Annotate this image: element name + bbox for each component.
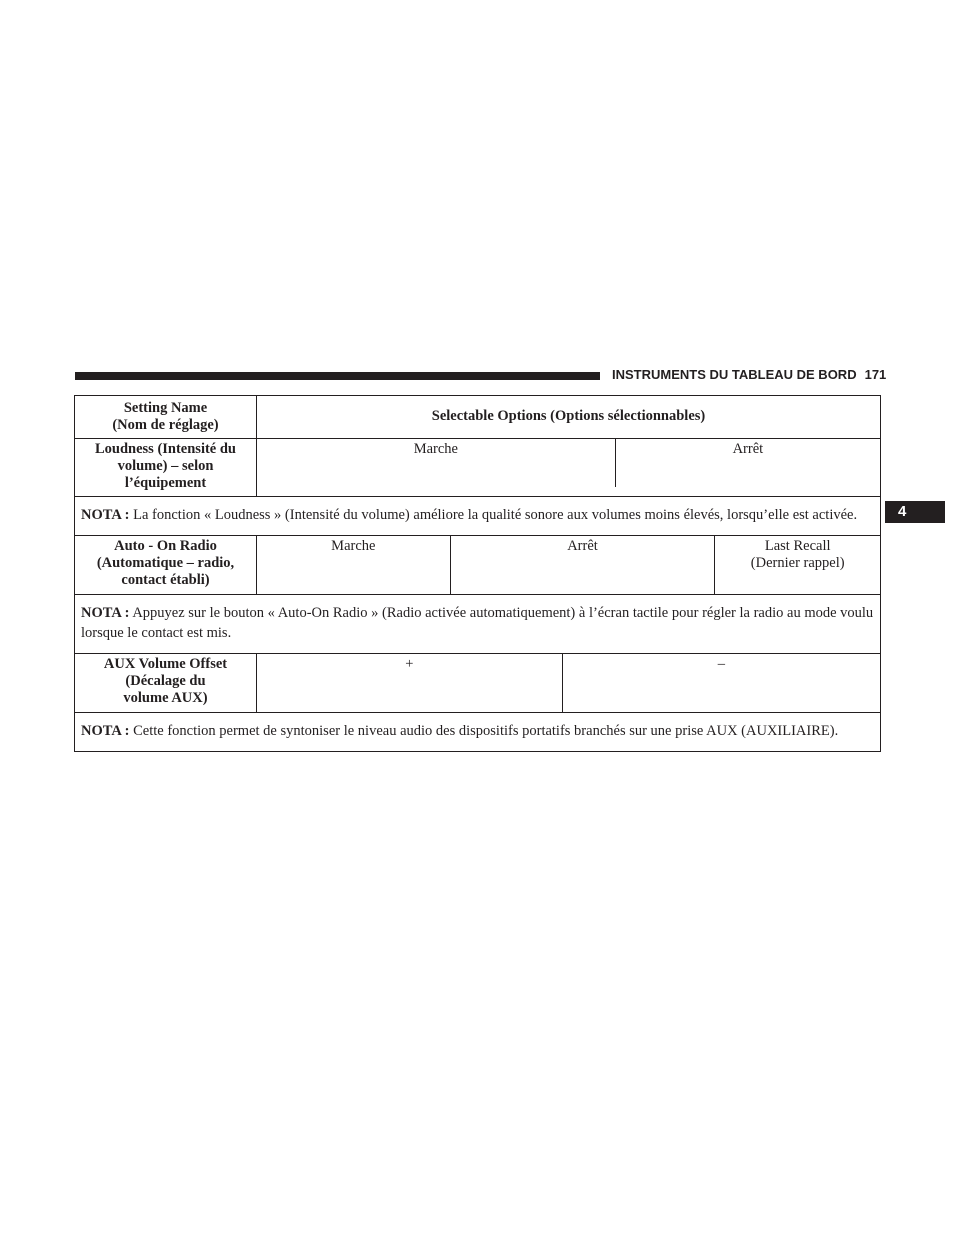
note-label: NOTA : — [81, 605, 130, 621]
header-setting-name: Setting Name (Nom de réglage) — [75, 396, 257, 439]
option-arret: Arrêt — [615, 439, 880, 487]
option-marche: Marche — [331, 538, 376, 554]
option-plus: + — [405, 656, 414, 672]
table-header-row — [75, 396, 881, 439]
note-label: NOTA : — [81, 723, 130, 739]
note-cell — [75, 713, 881, 752]
note-row — [75, 595, 881, 654]
chapter-tab: 4 — [885, 501, 945, 523]
note-row — [75, 713, 881, 752]
table-row — [75, 439, 881, 497]
note-text: Appuyez sur le bouton « Auto-On Radio » (Radio activée automatiquement) à l’écran tactile pour régler la radio au mode voulu lorsque le contact est mis. — [81, 605, 874, 641]
note-cell — [75, 595, 881, 654]
note-row — [75, 497, 881, 536]
setting-name-cell: Auto - On Radio (Automatique – radio, contact établi) — [75, 536, 257, 595]
options-cell — [257, 654, 881, 713]
table-row — [75, 536, 881, 595]
section-title: INSTRUMENTS DU TABLEAU DE BORD — [612, 367, 857, 382]
option-arret: Arrêt — [450, 536, 715, 594]
page-number: 171 — [864, 367, 887, 382]
header-rule — [75, 372, 600, 380]
settings-table — [74, 395, 881, 752]
option-marche: Marche — [413, 441, 458, 457]
options-cell — [257, 536, 881, 595]
setting-name-cell: AUX Volume Offset (Décalage du volume AUX) — [75, 654, 257, 713]
header-selectable-options: Selectable Options (Options sélectionnables) — [257, 396, 881, 439]
option-last-recall: Last Recall (Dernier rappel) — [715, 536, 880, 594]
table-row — [75, 654, 881, 713]
options-cell — [257, 439, 881, 497]
page-header — [612, 365, 887, 385]
note-text: La fonction « Loudness » (Intensité du volume) améliore la qualité sonore aux volumes moins élevés, lorsqu’elle est activée. — [133, 507, 858, 523]
note-label: NOTA : — [81, 507, 130, 523]
note-cell — [75, 497, 881, 536]
option-minus: – — [562, 654, 880, 712]
note-text: Cette fonction permet de syntoniser le niveau audio des dispositifs portatifs branchés sur une prise AUX (AUXILIAIRE). — [133, 723, 839, 739]
setting-name-cell: Loudness (Intensité du volume) – selon l’équipement — [75, 439, 257, 497]
